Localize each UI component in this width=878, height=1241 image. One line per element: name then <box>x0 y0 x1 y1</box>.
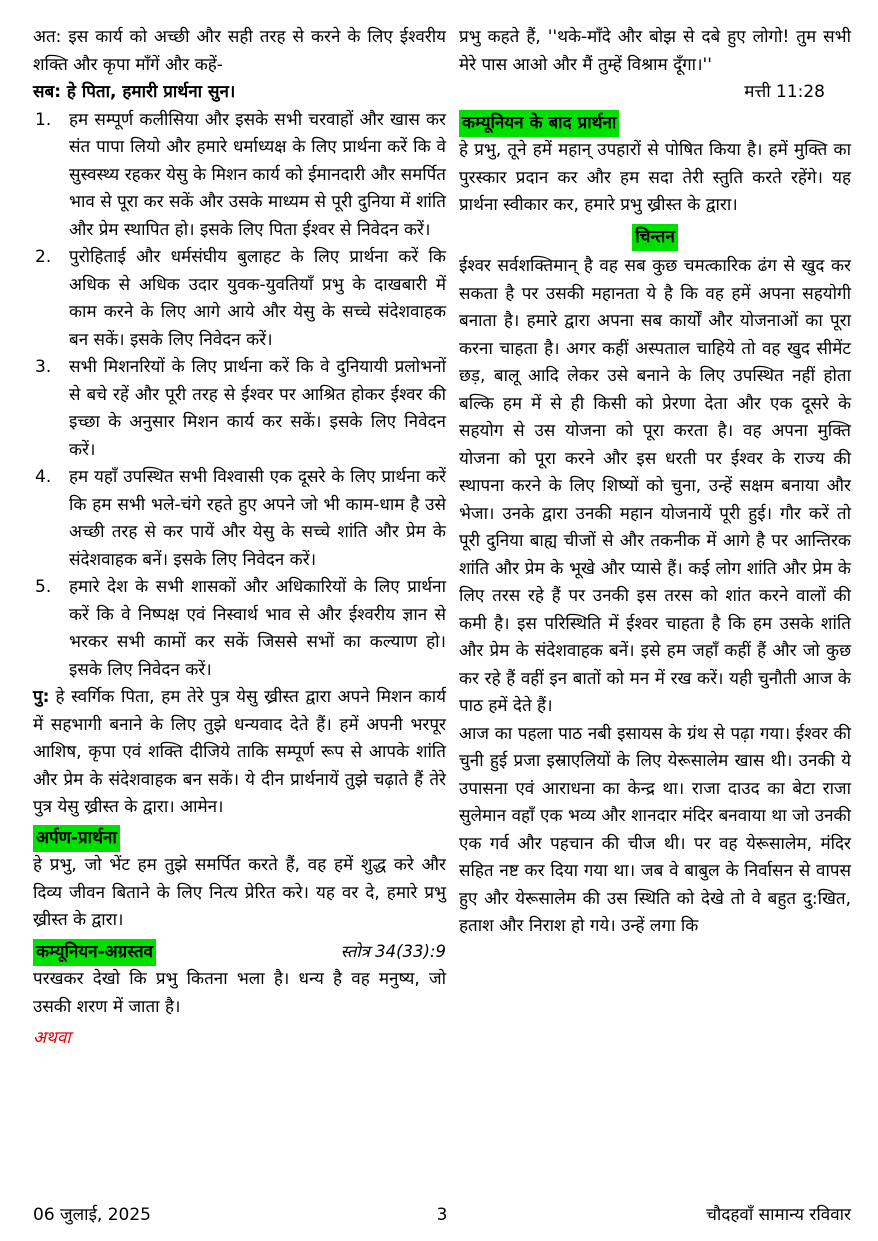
offering-section <box>33 825 446 935</box>
priest-prayer <box>33 684 446 822</box>
priest-prayer-text: हे स्वर्गिक पिता, हम तेरे पुत्र येसु ख्रीस्त द्वारा अपने मिशन कार्य में सहभागी बनाने के लिए तुझे धन्यवाद देते हैं। हमें अपनी भरपूर आशिष, कृपा एवं शक्ति दीजिये ताकि सम्पूर्ण रूप से आपके शांति और प्रेम के संदेशवाहक बन सकें। ये दीन प्रार्थनायें तुझे चढ़ाते हैं तेरे पुत्र येसु ख्रीस्त के द्वारा। आमेन। <box>33 687 446 817</box>
petition-item: हम यहाँ उपस्थित सभी विश्वासी एक दूसरे के लिए प्रार्थना करें कि हम सभी भले-चंगे रहते हुए अपने जो भी काम-धाम है उसे अच्छी तरह से कर पायें और येसु के सच्चे शांति और प्रेम के संदेशवाहक बनें। इसके लिए निवेदन करें। <box>69 467 446 570</box>
right-column <box>459 24 851 1053</box>
psalm-reference: स्तोत्र 34(33):9 <box>340 941 446 961</box>
reflection-section <box>459 224 851 941</box>
communion-antiphon-text: परखकर देखो कि प्रभु कितना भला है। धन्य है वह मनुष्य, जो उसकी शरण में जाता है। <box>33 969 446 1017</box>
reflection-paragraph-2: आज का पहला पाठ नबी इसायस के ग्रंथ से पढ़ा गया। ईश्वर की चुनी हुई प्रजा इस्राएलियों के लिए येरूसालेम खास थी। उनकी ये उपासना एवं आराधना का केन्द्र था। राजा दाउद का बेटा राजा सुलेमान वहाँ एक भव्य और शानदार मंदिर बनवाया था जो उनकी एक गर्व और पहचान की चीज थी। पर वह येरूसालेम, मंदिर सहित नष्ट कर दिया गया था। जब वे बाबुल के निर्वासन से वापस हुए और येरूसालेम की उस स्थिति को देखे तो वे बहुत दु:खित, हताश और निराश हो गये। उन्हें लगा कि <box>459 723 851 936</box>
petition-item: पुरोहिताई और धर्मसंघीय बुलाहट के लिए प्रार्थना करें कि अधिक से अधिक उदार युवक-युवतियाँ प्रभु के दाखबारी में काम करने के लिए आगे आये और येसु के सच्चे संदेशवाहक बन सकें। इसके लिए निवेदन करें। <box>69 247 446 350</box>
reflection-heading: चिन्तन <box>632 224 678 252</box>
left-column <box>33 24 446 1053</box>
petition-item: हमारे देश के सभी शासकों और अधिकारियों के लिए प्रार्थना करें कि वे निष्पक्ष एवं निस्वार्थ भाव से और ईश्वरीय ज्ञान से भरकर सभी कामों कर सकें जिससे सभों का कल्याण हो। इसके लिए निवेदन करें। <box>69 577 446 680</box>
offering-text: हे प्रभु, जो भेंट हम तुझे समर्पित करते हैं, वह हमें शुद्ध करे और दिव्य जीवन बिताने के लिए नित्य प्रेरित करे। यह वर दे, हमारे प्रभु ख्रीस्त के द्वारा। <box>33 855 446 930</box>
footer-date: 06 जुलाई, 2025 <box>33 1205 151 1225</box>
reflection-paragraph-1: ईश्वर सर्वशक्तिमान् है वह सब कुछ चमत्कारिक ढंग से खुद कर सकता है पर उसकी महानता ये है कि वह हमें अपना सहयोगी बनाता है। हमारे द्वारा अपना सब कार्यों और योजनाओं का पूरा करना चाहता है। अगर कहीं अस्पताल चाहिये तो वह खुद सीमेंट छड़, बालू आदि लेकर उसे बनाने के लिए उपस्थित नहीं होता बल्कि हम में से ही किसी को प्रेरणा देता और एक दूसरे के सहयोग से उस योजना को पूरा करता है। वह अपना मुक्ति योजना को पूरा करने और इस धरती पर ईश्वर के राज्य की स्थापना करने के लिए शिष्यों को चुना, उन्हें सक्षम बनाया और भेजा। उनके द्वारा उनकी महान योजनायें पूरी हुई। गौर करें तो पूरी दुनिया बाह्य चीजों से और तकनीक में आगे है पर आन्तिरक शांति और प्रेम के भूखे और प्यासे हैं। कई लोग शांति और प्रेम के लिए तरस रहे हैं पर उनकी इस तरस को शांत करने वालों की कमी है। इस परिस्थिति में ईश्वर चाहता है कि हम उसके शांति और प्रेम के संदेशवाहक बनें। इसे हम जहाँ कहीं हैं और जो कुछ कर रहे हैं वहीं इन बातों को मन में रख करें। यही चुनौती आज के पाठ हमें देते हैं। <box>459 256 851 716</box>
all-response-line: सब: हे पिता, हमारी प्रार्थना सुन। <box>33 82 236 102</box>
communion-antiphon-section <box>33 938 446 1053</box>
reflection-heading-row <box>459 224 851 252</box>
post-communion-section <box>459 110 851 220</box>
petition-list <box>33 107 446 685</box>
post-communion-text: हे प्रभु, तूने हमें महान् उपहारों से पोषित किया है। हमें मुक्ति का पुरस्कार प्रदान कर और हम सदा तेरी स्तुति करते रहेंगे। यह प्रार्थना स्वीकार कर, हमारे प्रभु ख्रीस्त के द्वारा। <box>459 140 851 215</box>
priest-prefix: पु: <box>33 687 50 707</box>
gospel-quote-reference: मत्ती 11:28 <box>744 82 825 102</box>
footer-edition-title: चौदहवाँ सामान्य रविवार <box>706 1205 852 1225</box>
post-communion-heading: कम्यूनियन के बाद प्रार्थना <box>459 110 619 138</box>
communion-antiphon-heading-row <box>33 938 446 967</box>
communion-antiphon-heading: कम्यूनियन-अग्रस्तव <box>33 939 156 967</box>
petition-item: हम सम्पूर्ण कलीसिया और इसके सभी चरवाहों और खास कर संत पापा लियो और हमारे धर्माध्यक्ष के लिए प्रार्थना करें कि वे सुस्वस्थ्य रहकर येसु के मिशन कार्य को ईमानदारी और समर्पित भाव से पूरा कर सकें और उसके माध्यम से पूरी दुनिया में शांति और प्रेम स्थापित हो। इसके लिए पिता ईश्वर से निवेदन करें। <box>69 109 446 240</box>
petition-item: सभी मिशनरियों के लिए प्रार्थना करें कि वे दुनियायी प्रलोभनों से बचे रहें और पूरी तरह से ईश्वर पर आश्रित होकर ईश्वर की इच्छा के अनुसार मिशन कार्य कर सकें। इसके लिए निवेदन करें। <box>69 357 446 460</box>
page-footer <box>33 1202 851 1225</box>
gospel-quote: प्रभु कहते हैं, ''थके-माँदे और बोझ से दबे हुए लोगो! तुम सभी मेरे पास आओ और मैं तुम्हें विश्राम दूँगा।'' <box>459 27 851 75</box>
footer-page-number: 3 <box>436 1205 448 1225</box>
offering-heading: अर्पण-प्रार्थना <box>33 825 120 853</box>
or-label: अथवा <box>33 1028 71 1048</box>
intro-paragraph: अत: इस कार्य को अच्छी और सही तरह से करने के लिए ईश्वरीय शक्ति और कृपा माँगें और कहें- <box>33 27 446 75</box>
